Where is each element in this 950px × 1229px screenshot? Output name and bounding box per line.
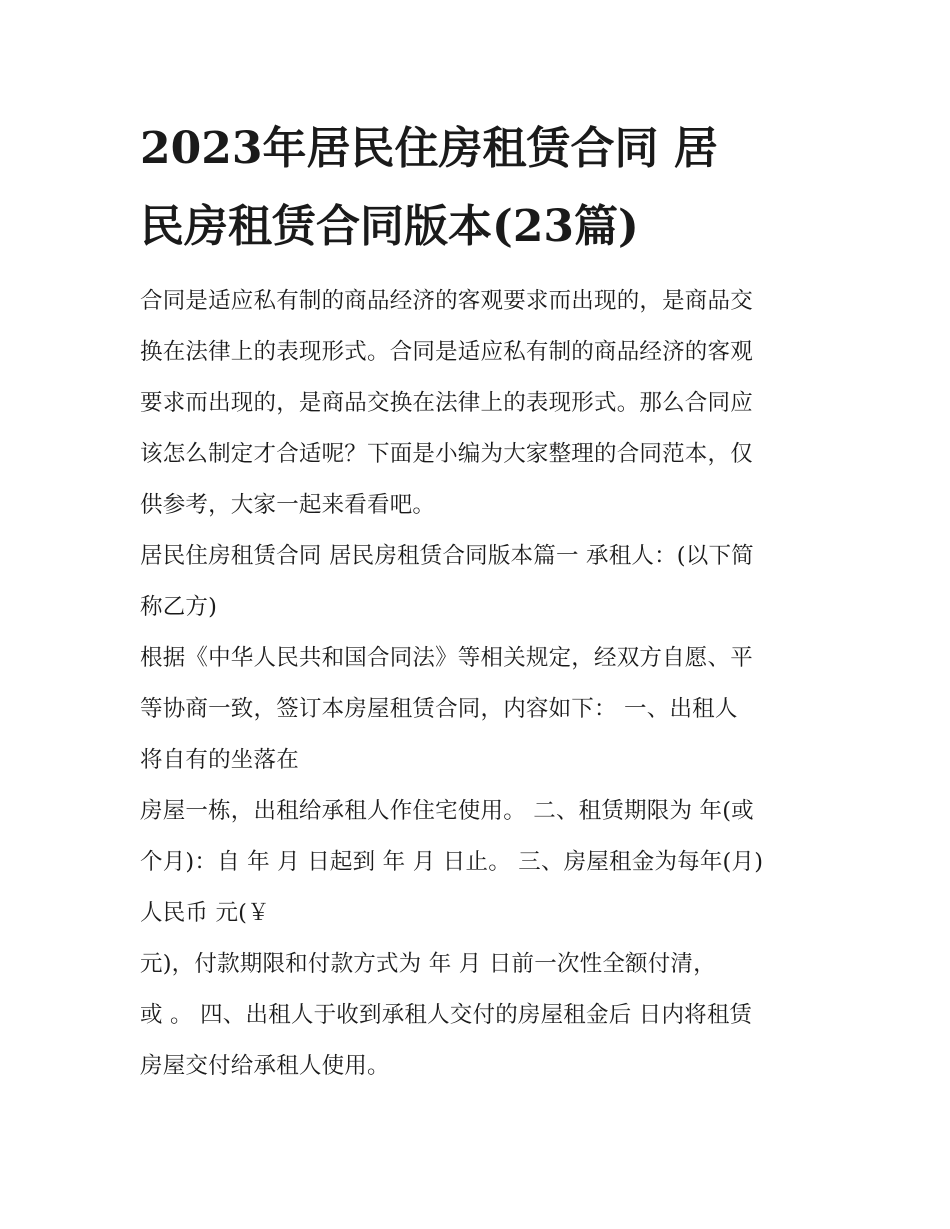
body-text-line: 居民住房租赁合同 居民房租赁合同版本篇一 承租人：(以下简	[140, 543, 754, 569]
body-text-line: 房屋交付给承租人使用。	[140, 1053, 390, 1079]
body-text-line: 换在法律上的表现形式。合同是适应私有制的商品经济的客观	[140, 339, 753, 365]
body-text-line: 或 。 四、出租人于收到承租人交付的房屋租金后 日内将租赁	[140, 1002, 753, 1028]
body-text-line: 供参考，大家一起来看看吧。	[140, 492, 436, 518]
body-text-line: 根据《中华人民共和国合同法》等相关规定，经双方自愿、平	[140, 645, 753, 671]
body-text-line: 人民币 元(￥	[140, 900, 270, 926]
body-text-line: 元)，付款期限和付款方式为 年 月 日前一次性全额付清，	[140, 951, 716, 977]
body-text-line: 该怎么制定才合适呢？下面是小编为大家整理的合同范本，仅	[140, 441, 753, 467]
document-title-line-1: 2023年居民住房租赁合同 居	[140, 123, 718, 174]
body-text-line: 合同是适应私有制的商品经济的客观要求而出现的，是商品交	[140, 288, 753, 314]
body-text-line: 称乙方)	[140, 594, 218, 620]
body-text-line: 个月)：自 年 月 日起到 年 月 日止。 三、房屋租金为每年(月)	[140, 849, 764, 875]
document-title-line-2: 民房租赁合同版本(23篇)	[140, 201, 639, 252]
body-text-line: 房屋一栋，出租给承租人作住宅使用。 二、租赁期限为 年(或	[140, 798, 754, 824]
body-text-line: 等协商一致，签订本房屋租赁合同，内容如下： 一、出租人	[140, 696, 738, 722]
body-text-line: 将自有的坐落在	[140, 747, 299, 773]
body-text-line: 要求而出现的，是商品交换在法律上的表现形式。那么合同应	[140, 390, 753, 416]
